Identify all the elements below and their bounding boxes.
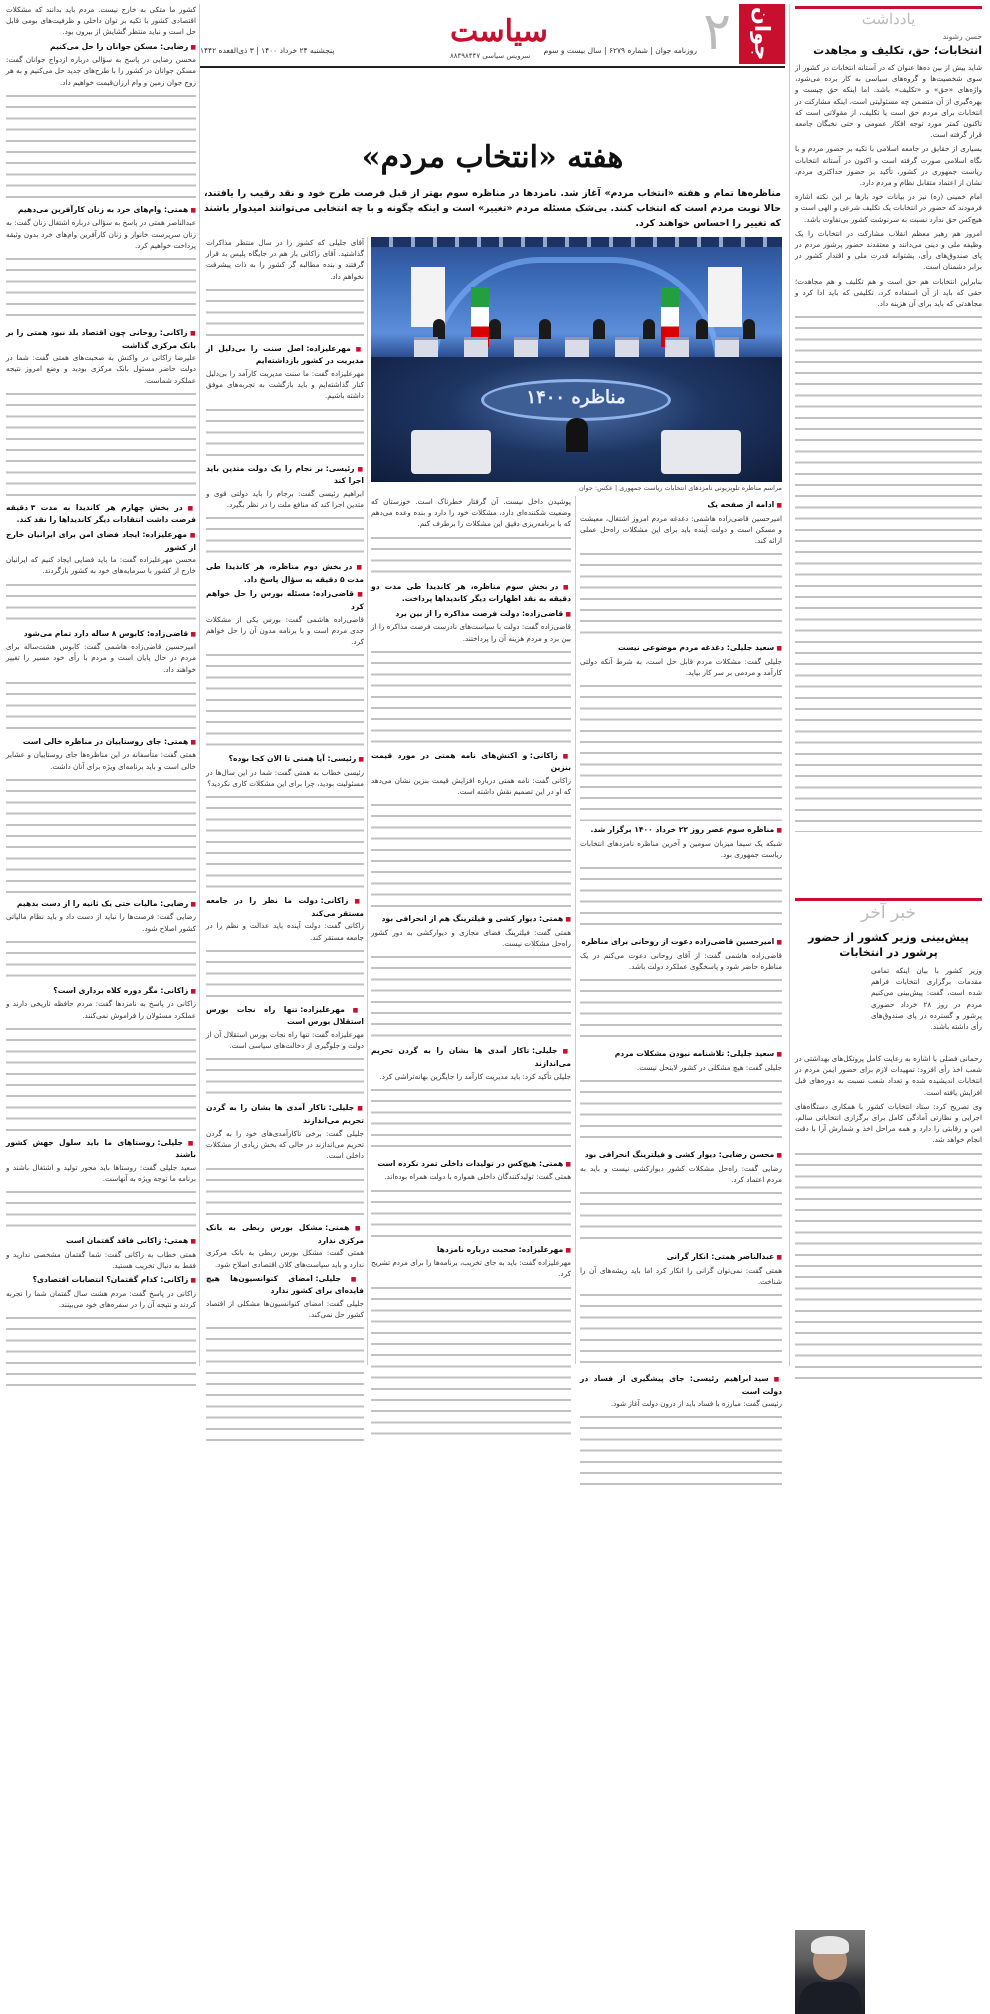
text-lines <box>6 1313 196 1393</box>
article-paragraph: زاکانی گفت: نامه همتی درباره افزایش قیمت بنزین نشان می‌دهد که او در این تصمیم نقش داشته است. <box>371 775 571 797</box>
article-paragraph: قاضی‌زاده هاشمی گفت: از آقای روحانی دعوت می‌کنم در یک مناظره حاضر شود و پاسخگوی عملکرد دولت باشد. <box>580 950 782 971</box>
photo-caption: مراسم مناظره تلویزیونی نامزدهای انتخابات ریاست جمهوری | عکس: جوان <box>578 484 782 492</box>
newspaper-logo: جوان <box>739 4 785 64</box>
text-lines <box>206 946 364 1001</box>
subheading: ■ زاکانی: و اکنش‌های نامه همتی در مورد قیمت بنزین <box>371 750 571 774</box>
masthead-rule <box>200 66 785 68</box>
subheading: ■ رئیسی: بر نجام را یک دولت متدین باید اجرا کند <box>206 463 364 487</box>
article-paragraph: مهرعلیزاده گفت: ما سنت مدیریت کارآمد را بی‌دلیل کنار گذاشته‌ایم و باید بازگشت به تجربه‌های موفق داشته باشیم. <box>206 369 364 401</box>
subheading: ■ سعید جلیلی: دغدغه مردم موضوعی نیست <box>580 642 782 655</box>
column-rule <box>199 4 200 1366</box>
text-lines <box>580 1412 782 1492</box>
section-subtitle: سرویس سیاسی ۸۸۴۹۸۴۴۷ <box>450 52 531 60</box>
subheading: ■ محسن رضایی: دیوار کشی و فیلترینگ انحرافی بود <box>580 1149 782 1162</box>
article-paragraph: محسن مهرعلیزاده گفت: ما باید فضایی ایجاد کنیم که ایرانیان خارج از کشور با سرمایه‌های خود به کشور بازگردند. <box>6 555 196 576</box>
text-lines <box>6 1187 196 1232</box>
article-paragraph: همتی گفت: مشکل بورس ربطی به بانک مرکزی ندارد و باید سیاست‌های کلان اقتصادی اصلاح شود. <box>206 1248 364 1269</box>
text-lines <box>6 389 196 499</box>
text-lines <box>371 1186 571 1241</box>
subheading: ■ سید ابراهیم رئیسی: جای پیشگیری از فساد در دولت است <box>580 1373 782 1397</box>
subheading: ■ قاضی‌زاده: مسئله بورس را حل خواهم کرد <box>206 588 364 612</box>
article-paragraph: قاضی‌زاده هاشمی گفت: بورس یکی از مشکلات جدی مردم است و با برنامه مدون آن را حل خواهم کرد. <box>206 614 364 646</box>
text-lines <box>580 863 782 933</box>
text-lines <box>580 1290 782 1370</box>
subheading: ■ جلیلی: تاکار آمدی ها بشان را به گردن تحریم می‌اندازند <box>371 1045 571 1069</box>
text-lines <box>6 91 196 201</box>
text-lines <box>6 775 196 895</box>
text-lines <box>371 1283 571 1443</box>
article-paragraph: امیرحسین قاضی‌زاده هاشمی گفت: کابوس هشت‌ساله برای مردم در حال پایان است و مردم با رأی خود مسیر را تغییر خواهند داد. <box>6 642 196 674</box>
article-paragraph: مهرعلیزاده گفت: تنها راه نجات بورس استقلال آن از دولت و جلوگیری از دخالت‌های سیاسی است. <box>206 1029 364 1051</box>
column-text-lines <box>795 312 982 832</box>
text-lines <box>206 405 364 460</box>
subheading: ■ زاکانی: کدام گفتمان؟ انتصابات اقتصادی؟ <box>6 1274 196 1287</box>
article-column-4 <box>580 496 782 1409</box>
news-body <box>795 1053 982 1363</box>
subheading: ■ همتی: هیچ‌کس در تولیدات داخلی تمرد نکرده است <box>371 1158 571 1171</box>
subheading: ■ جلیلی: روستاهای ما باید سلول جهش کشور باشند <box>6 1137 196 1161</box>
news-paragraph: وی تصریح کرد: ستاد انتخابات کشور با همکاری دستگاه‌های اجرایی و نظارتی آمادگی کامل برای برگزاری انتخاباتی سالم، امن و رقابتی را دارد و همه مراحل اخذ و شمارش آرا با دقت انجام خواهد شد. <box>795 1101 982 1145</box>
text-lines <box>206 1164 364 1219</box>
subheading: ■ رضایی: مسکن جوانان را حل می‌کنیم <box>6 41 196 54</box>
article-paragraph: همتی گفت: متأسفانه در این مناظره‌ها جای روستاییان و عشایر خالی است و باید برنامه‌ای ویژه برای آنان داشت. <box>6 750 196 771</box>
main-headline: هفته «انتخاب مردم» <box>361 140 624 175</box>
article-paragraph: رئیسی خطاب به همتی گفت: شما در این سال‌ها در مسئولیت بودید، چرا برای این مشکلات کاری نکردید؟ <box>206 767 364 788</box>
news-block <box>795 965 982 1365</box>
news-body-top <box>871 965 982 1049</box>
text-lines <box>371 533 571 578</box>
subheading: ■ در بخش سوم مناظره، هر کاندیدا طی مدت دو دقیقه به نقد اظهارات دیگر کاندیداها پرداخت. <box>371 581 571 605</box>
article-paragraph: زاکانی در پاسخ گفت: مردم هشت سال گفتمان شما را تجربه کردند و نتیجه آن را در سفره‌های خود می‌بینند. <box>6 1288 196 1310</box>
subheading: ■ همتی: مشکل بورس ربطی به بانک مرکزی ندارد <box>206 1222 364 1246</box>
news-text-lines <box>795 1149 982 1379</box>
text-lines <box>206 1054 364 1099</box>
subheading: ■ مهرعلیزاده: اصل سنت را بی‌دلیل از مدیریت در کشور بازداشته‌ایم <box>206 343 364 367</box>
article-paragraph: رضایی گفت: راه‌حل مشکلات کشور دیوارکشی نیست و باید به مردم اعتماد کرد. <box>580 1163 782 1184</box>
text-lines <box>371 952 571 1042</box>
text-lines <box>206 285 364 340</box>
text-lines <box>371 647 571 747</box>
subheading: ■ مهرعلیزاده: ایجاد فضای امن برای ایرانیان خارج از کشور <box>6 529 196 553</box>
section-name: سیاست <box>450 14 548 49</box>
author-name: حسن رشوند <box>942 32 982 41</box>
column-rule <box>575 496 576 1364</box>
date-line: پنجشنبه ۲۴ خرداد ۱۴۰۰ | ۳ ذی‌القعده ۱۴۴۲ <box>200 46 335 55</box>
text-lines <box>6 937 196 982</box>
article-paragraph: آقای جلیلی که کشور را در سال منتظر مذاکرات گذاشتید. آقای زاکانی باز هم در جایگاه پلیس بد قرار گرفتند و بنده مطالبه گر کشور را به ذات پیشرفت نخواهم داد. <box>206 238 364 281</box>
column-paragraph: بسیاری از حقایق در جامعه اسلامی با تکیه بر حضور مردم و با نگاه اسلامی صورت گرفته است و اکنون در آستانه انتخابات ریاست جمهوری در کشور، تأکید بر حضور حداکثری مردم، نشان از اعتماد متقابل نظام و مردم دارد. <box>795 144 982 188</box>
article-paragraph: امیرحسین قاضی‌زاده هاشمی: دغدغه مردم امروز اشتغال، معیشت و مسکن است و دولت آینده باید برای این مشکلات راه‌حل عملی ارائه کند. <box>580 513 782 545</box>
page-number: ۲ <box>703 2 731 62</box>
text-lines <box>6 1024 196 1134</box>
subheading: ■ همتی: وام‌های خرد به زنان کارآفرین می‌دهیم <box>6 204 196 217</box>
column-title: انتخابات؛ حق، تکلیف و مجاهدت <box>813 44 982 57</box>
subheading: ■ زاکانی: دولت ما نظر را در جامعه مستقر می‌کند <box>206 895 364 919</box>
subheading: ■ سعید جلیلی: تلاشنامه نبودن مشکلات مردم <box>580 1048 782 1061</box>
column-rule <box>789 4 790 1366</box>
article-paragraph: قاضی‌زاده گفت: دولت با سیاست‌های نادرست فرصت مذاکره را از بین برد و مردم هزینه آن را پرداختند. <box>371 622 571 643</box>
article-paragraph: محسن رضایی در پاسخ به سؤالی درباره ازدواج جوانان گفت: مسکن جوانان در کشور را با طرح‌های جدید حل می‌کنیم و به هر زوج جوان زمین و وام ارزان‌قیمت خواهیم داد. <box>6 55 196 87</box>
article-paragraph: ابراهیم رئیسی گفت: برجام را باید دولتی قوی و متدین اجرا کند که منافع ملت را در نظر بگیرد. <box>206 488 364 509</box>
column-paragraph: امام خمینی (ره) نیز در بیانات خود بارها بر این نکته اشاره فرمودند که حضور در انتخابات یک تکلیف شرعی و الهی است و هیچ‌کس حق ندارد نسبت به سرنوشت کشور بی‌تفاوت باشد. <box>795 192 982 224</box>
article-paragraph: جلیلی گفت: هیچ مشکلی در کشور لاینحل نیست. <box>636 1062 782 1072</box>
text-lines <box>6 678 196 733</box>
article-paragraph: شبکه یک سیما میزبان سومین و آخرین مناظره نامزدهای انتخابات ریاست جمهوری بود. <box>580 838 782 859</box>
subheading: ■ در بخش چهارم هر کاندیدا به مدت ۳ دقیقه فرصت داشت انتقادات دیگر کاندیداها را نقد کند. <box>6 502 196 526</box>
article-paragraph: زاکانی گفت: دولت آینده باید عدالت و نظم را در جامعه مستقر کند. <box>206 921 364 942</box>
article-paragraph: جلیلی گفت: امضای کنوانسیون‌ها مشکلی از اقتصاد کشور حل نمی‌کند. <box>206 1298 364 1320</box>
text-lines <box>6 254 196 324</box>
debate-logo-text: مناظره ۱۴۰۰ <box>526 387 626 408</box>
subheading: ■ جلیلی: امضای کنوانسیون‌ها هیچ فایده‌ای برای کشور ندارد <box>206 1273 364 1297</box>
article-paragraph: همتی گفت: تولیدکنندگان داخلی همواره با دولت همراه بوده‌اند. <box>384 1172 571 1182</box>
subheading: ■ عبدالناصر همتی: انکار گرانی <box>580 1251 782 1264</box>
subheading: ■ مهرعلیزاده: تنها راه نجات بورس استقلال بورس است <box>206 1004 364 1028</box>
lead-paragraph: مناظره‌ها تمام و هفته «انتخاب مردم» آغاز شد. نامزدها در مناظره سوم بهتر از قبل فرصت طرح خود و نقد رقیب را یافتند، حالا نوبت مردم است که انتخاب کنند. بی‌شک مسئله مردم «تغییر» است و اینکه چگونه و با چه انتخابی می‌توانند امیدوار باشند که تغییر را احساس خواهند کرد. <box>204 188 781 229</box>
news-title: پیش‌بینی وزیر کشور از حضور پرشور در انتخابات <box>808 931 969 959</box>
news-paragraph: رحمانی فضلی با اشاره به رعایت کامل پروتکل‌های بهداشتی در شعب اخذ رأی افزود: تمهیدات لازم برای حضور ایمن مردم در انتخابات اندیشیده شده و تعداد شعب نسبت به دوره‌های قبل افزایش یافته است. <box>795 1054 982 1097</box>
issue-info: روزنامه جوان | شماره ۶۲۷۹ | سال بیست و سوم <box>543 46 697 55</box>
debate-photo <box>371 237 782 482</box>
text-lines <box>6 580 196 625</box>
column-rule <box>367 237 368 1365</box>
article-paragraph: جلیلی گفت: مشکلات مردم قابل حل است، به شرط آنکه دولتی کارآمد و مردمی بر سر کار بیاید. <box>580 656 782 677</box>
column-tag: یادداشت <box>795 6 982 28</box>
subheading: ■ امیرحسین قاضی‌زاده دعوت از روحانی برای مناظره <box>580 936 782 949</box>
subheading: ■ قاضی‌زاده: کابوس ۸ ساله دارد تمام می‌شود <box>6 628 196 641</box>
text-lines <box>206 650 364 750</box>
subheading: ■ همتی: جای روستاییان در مناظره خالی است <box>6 736 196 749</box>
article-block: کشور ما متکی به خارج نیست. مردم باید بدانند که مشکلات اقتصادی کشور با تکیه بر توان داخلی و ظرفیت‌های بومی قابل حل است و نباید منتظر گشایش از بیرون بود. <box>6 5 196 37</box>
masthead <box>200 0 785 68</box>
article-paragraph: رئیسی گفت: مبارزه با فساد باید از درون دولت آغاز شود. <box>610 1399 782 1409</box>
article-paragraph: رضایی گفت: فرصت‌ها را نباید از دست داد و باید نظام مالیاتی کشور اصلاح شود. <box>6 912 196 933</box>
text-lines <box>580 549 782 639</box>
right-column <box>795 0 982 1372</box>
text-lines <box>371 1085 571 1155</box>
left-blocks <box>6 4 196 1393</box>
text-lines <box>371 800 571 910</box>
subheading: ■ مناظره سوم عصر روز ۲۲ خرداد ۱۴۰۰ برگزار شد. <box>580 824 782 837</box>
minister-photo <box>795 1930 865 2014</box>
text-lines <box>580 1188 782 1248</box>
subheading: ■ همتی: زاکانی فاقد گفتمان است <box>6 1235 196 1248</box>
text-lines <box>206 1323 364 1443</box>
column-paragraph: بنابراین انتخابات هم حق است و هم تکلیف و هم مجاهدت؛ حقی که باید از آن استفاده کرد، تکلیفی که باید ادا کرد و مجاهدتی که باید برای آن هزینه داد. <box>795 276 982 309</box>
text-lines <box>580 1076 782 1146</box>
continued-label: ■ ادامه از صفحه یک <box>580 499 782 512</box>
subheading: ■ زاکانی: مگر دوره کلاه برداری است؟ <box>6 985 196 998</box>
text-lines <box>206 792 364 892</box>
news-paragraph: وزیر کشور با بیان اینکه تمامی مقدمات برگزاری انتخابات فراهم شده است، گفت: پیش‌بینی می‌کنیم مردم در روز ۲۸ خرداد حضوری پرشور و گسترده در پای صندوق‌های رأی داشته باشند. <box>871 966 982 1032</box>
article-paragraph: عبدالناصر همتی در پاسخ به سؤالی درباره اشتغال زنان گفت: به زنان سرپرست خانوار و زنان کارآفرین وام‌های خرد بدون وثیقه پرداخت خواهیم کرد. <box>6 218 196 250</box>
text-lines <box>580 681 782 821</box>
article-column-2 <box>206 237 364 1365</box>
article-column-left <box>6 4 196 1366</box>
subheading: ■ مهرعلیزاده: صحبت درباره نامزدها <box>371 1244 571 1257</box>
news-tag: خبر آخر <box>795 898 982 924</box>
text-lines <box>206 513 364 558</box>
column-paragraph: شاید بیش از بین ده‌ها عنوان که در آستانه انتخابات در کشور از سوی شخصیت‌ها و گروه‌های سیاسی به کار برده می‌شود، واژه‌های «حق» و «تکلیف» باشد. اما اینکه حق چیست و بهره‌گیری از آن متضمن چه مسئولیتی است، اینکه مشارکت در انتخابات برای مردم حق است یا تکلیف، از مقولاتی است که تاکنون کمتر مورد توجه افکار عمومی و حتی نخبگان جامعه قرار گرفته است. <box>795 63 982 140</box>
subheading: ■ قاضی‌زاده: دولت فرصت مذاکره را از بین برد <box>371 608 571 621</box>
subheading: ■ در بخش دوم مناظره، هر کاندیدا طی مدت ۵ دقیقه به سؤال پاسخ داد. <box>206 561 364 585</box>
subheading: ■ زاکانی: روحانی چون اقتصاد بلد نبود همتی را بر بانک مرکزی گذاشت <box>6 327 196 351</box>
article-paragraph: همتی گفت: فیلترینگ فضای مجازی و دیوارکشی به دور کشور راه‌حل مشکلات نیست. <box>371 927 571 949</box>
article-paragraph: مهرعلیزاده گفت: باید به جای تخریب، برنامه‌ها را برای مردم تشریح کرد. <box>371 1258 571 1279</box>
article-paragraph: علیرضا زاکانی در واکنش به صحبت‌های همتی گفت: شما در دولت حاضر مسئول بانک مرکزی بودید و وضع امروز نتیجه عملکرد شماست. <box>6 353 196 385</box>
subheading: ■ رضایی: مالیات حتی یک ثانیه را از دست بدهیم <box>6 898 196 911</box>
article-paragraph: همتی خطاب به زاکانی گفت: شما گفتمان مشخصی ندارید و فقط به دنبال تخریب هستید. <box>6 1249 196 1271</box>
subheading: ■ رئیسی: آیا همتی تا الان کجا بوده؟ <box>206 753 364 766</box>
article-paragraph: همتی گفت: نمی‌توان گرانی را انکار کرد اما باید ریشه‌های آن را شناخت. <box>580 1265 782 1286</box>
column-paragraph: امروز هم رهبر معظم انقلاب مشارکت در انتخابات را یک وظیفه ملی و دینی می‌دانند و معتقدند حضور پرشور مردم در پای صندوق‌های رأی، پشتوانه قدرت ملی و اقتدار کشور در برابر دشمنان است. <box>795 228 982 272</box>
article-paragraph: سعید جلیلی گفت: روستاها باید محور تولید و اشتغال باشند و برنامه ما توجه ویژه به آنهاست. <box>6 1162 196 1184</box>
article-paragraph: جلیلی گفت: برخی ناکارآمدی‌های خود را به گردن تحریم می‌اندازند در حالی که بخش زیادی از مشکلات داخلی است. <box>206 1128 364 1160</box>
column-body <box>795 62 982 892</box>
text-lines <box>580 975 782 1045</box>
article-paragraph: جلیلی تأکید کرد: باید مدیریت کارآمد را جایگزین بهانه‌تراشی کرد. <box>379 1071 571 1081</box>
article-paragraph: زاکانی در پاسخ به نامزدها گفت: مردم حافظه تاریخی دارند و عملکرد مسئولان را فراموش نمی‌کنند. <box>6 999 196 1020</box>
article-column-3 <box>371 496 571 1364</box>
subheading: ■ همتی: دیوار کشی و فیلترینگ هم از انحرافی بود <box>371 913 571 926</box>
subheading: ■ جلیلی: تاکار آمدی ها بشان را به گردن تحریم می‌اندازند <box>206 1102 364 1126</box>
article-paragraph: پوشیدن داخل نیست. آن گرفتار خطرناک است. خوزستان که وضعیت شکننده‌ای دارد، مشکلات خود را دارد و بنده وعده می‌دهم که با برنامه‌ریزی دقیق این مشکلات را برطرف کنم. <box>371 497 571 529</box>
